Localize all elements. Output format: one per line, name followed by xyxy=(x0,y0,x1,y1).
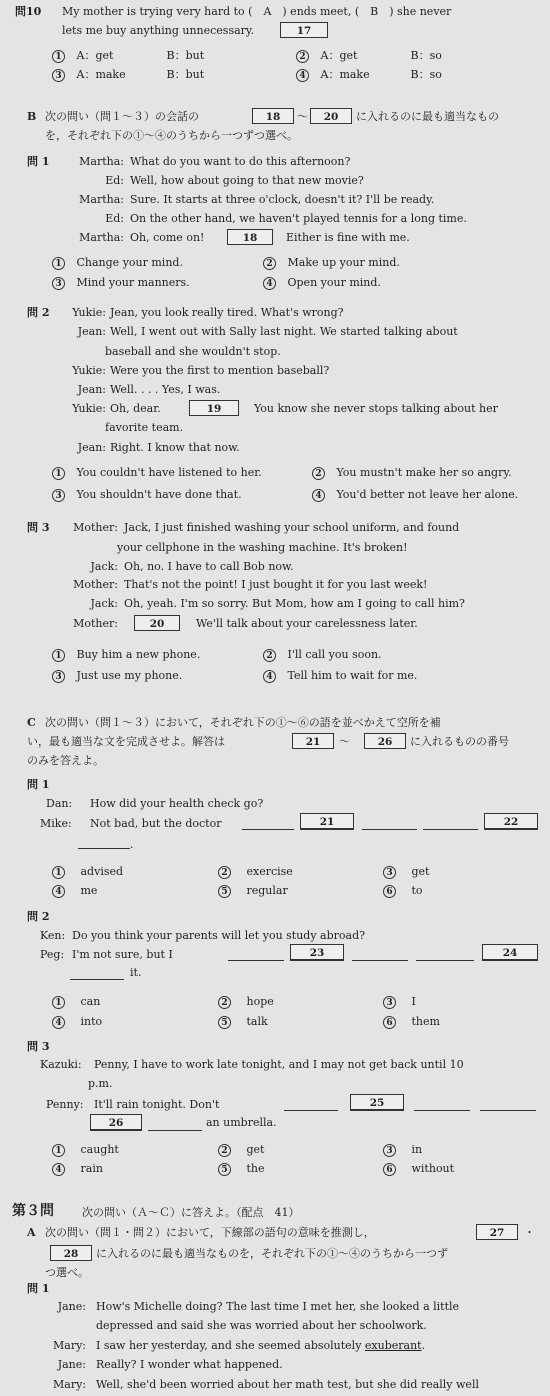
speaker: Yukie: xyxy=(72,306,106,319)
section-b-instruction-2: に入れるのに最も適当なもの xyxy=(356,110,499,123)
b1-option-1: 1 Change your mind. xyxy=(52,256,183,270)
dialogue-line: That's not the point! I just bought it for you last week! xyxy=(124,578,428,591)
dialogue-line: Do you think your parents will let you study abroad? xyxy=(72,929,366,942)
dialogue-line: Well, how about going to that new movie? xyxy=(130,174,364,187)
dialogue-line-continued: You know she never stops talking about her xyxy=(254,402,498,415)
section-c-tilde: ～ xyxy=(339,735,350,748)
speaker: Martha: xyxy=(79,155,124,168)
dialogue-line: Oh, no. I have to call Bob now. xyxy=(124,560,294,573)
c-question-2-label: 問 2 xyxy=(27,910,50,923)
dialogue-line: p.m. xyxy=(88,1077,113,1090)
speaker: Peg: xyxy=(40,948,65,961)
section-3a-label: A xyxy=(27,1226,36,1239)
dialogue-line: How did your health check go? xyxy=(90,797,264,810)
dialogue-line: Not bad, but the doctor xyxy=(90,817,222,830)
c2-option-3: 3 I xyxy=(383,995,416,1009)
speaker: Mike: xyxy=(40,817,72,830)
dialogue-line: Really? I wonder what happened. xyxy=(96,1358,283,1371)
b2-option-2: 2 You mustn't make her so angry. xyxy=(312,466,512,480)
section-b-instruction-1: 次の問い（問１～３）の会話の xyxy=(45,110,199,123)
answer-box-20[interactable]: 20 xyxy=(134,615,180,631)
speaker: Yukie: xyxy=(72,402,106,415)
b2-option-3: 3 You shouldn't have done that. xyxy=(52,488,242,502)
answer-box-18-header: 18 xyxy=(252,108,294,124)
c-question-1-label: 問 1 xyxy=(27,778,50,791)
dialogue-line: Jack, I just finished washing your school uniform, and found xyxy=(124,521,460,534)
c3-option-1: 1 caught xyxy=(52,1143,119,1157)
q10-option-3: 3 A：make B：but xyxy=(52,68,204,82)
blank-slot[interactable] xyxy=(480,1110,536,1111)
answer-box-21[interactable]: 21 xyxy=(300,813,354,829)
blank-slot[interactable] xyxy=(484,829,538,830)
c2-option-1: 1 can xyxy=(52,995,100,1009)
dialogue-line: Jean, you look really tired. What's wrong? xyxy=(110,306,344,319)
dialogue-line: Right. I know that now. xyxy=(110,441,240,454)
answer-box-18[interactable]: 18 xyxy=(227,229,273,245)
b1-option-2: 2 Make up your mind. xyxy=(263,256,400,270)
blank-slot[interactable] xyxy=(70,979,124,980)
blank-slot[interactable] xyxy=(423,829,478,830)
q10-option-1: 1 A：get B：but xyxy=(52,49,204,63)
dialogue-line: I'm not sure, but I xyxy=(72,948,173,961)
dialogue-line: Sure. It starts at three o'clock, doesn't it? I'll be ready. xyxy=(130,193,435,206)
speaker: Jane: xyxy=(57,1358,86,1371)
blank-slot[interactable] xyxy=(78,848,130,849)
section-3a-dot: ・ xyxy=(524,1226,535,1239)
blank-slot[interactable] xyxy=(362,829,417,830)
speaker: Ken: xyxy=(40,929,66,942)
c3-option-4: 4 rain xyxy=(52,1162,103,1176)
answer-box-26[interactable]: 26 xyxy=(90,1114,142,1130)
question-10-text-line2: lets me buy anything unnecessary. xyxy=(62,24,255,37)
blank-slot[interactable] xyxy=(300,829,354,830)
c2-option-6: 6 them xyxy=(383,1015,440,1029)
question-10-text-line1: My mother is trying very hard to ( A ) ends meet, ( B ) she never xyxy=(62,5,452,18)
dialogue-line-continued: Either is fine with me. xyxy=(286,231,410,244)
b2-option-1: 1 You couldn't have listened to her. xyxy=(52,466,262,480)
dialogue-line: depressed and said she was worried about her schoolwork. xyxy=(96,1319,427,1332)
answer-box-25[interactable]: 25 xyxy=(350,1094,404,1110)
blank-slot[interactable] xyxy=(350,1110,404,1111)
section-c-instruction-3: のみを答えよ。 xyxy=(27,754,104,767)
speaker: Mary: xyxy=(53,1339,86,1352)
b1-option-3: 3 Mind your manners. xyxy=(52,276,190,290)
speaker: Mary: xyxy=(53,1378,86,1391)
c3-option-5: 5 the xyxy=(218,1162,265,1176)
speaker: Dan: xyxy=(46,797,73,810)
section-b-instruction-3: を，それぞれ下の①～④のうちから一つずつ選べ。 xyxy=(45,129,298,142)
c2-option-5: 5 talk xyxy=(218,1015,268,1029)
c1-option-6: 6 to xyxy=(383,884,423,898)
answer-box-26-header: 26 xyxy=(364,733,406,749)
speaker: Mother: xyxy=(73,617,118,630)
blank-slot[interactable] xyxy=(148,1130,202,1131)
b3-option-1: 1 Buy him a new phone. xyxy=(52,648,200,662)
sentence-end: it. xyxy=(130,966,142,979)
speaker: Penny: xyxy=(46,1098,84,1111)
section-3-instruction: 次の問い（Ａ～Ｃ）に答えよ。（配点 41） xyxy=(82,1206,300,1219)
speaker: Jean: xyxy=(77,325,106,338)
section-c-instruction-2a: い，最も適当な文を完成させよ。解答は xyxy=(27,735,225,748)
dialogue-line: baseball and she wouldn't stop. xyxy=(105,345,281,358)
q10-option-4: 4 A：make B：so xyxy=(296,68,442,82)
speaker: Ed: xyxy=(105,174,124,187)
blank-slot[interactable] xyxy=(352,960,408,961)
answer-box-22[interactable]: 22 xyxy=(484,813,538,829)
blank-slot[interactable] xyxy=(416,960,474,961)
answer-box-19[interactable]: 19 xyxy=(189,400,239,416)
blank-slot[interactable] xyxy=(414,1110,470,1111)
speaker: Martha: xyxy=(79,231,124,244)
speaker: Jean: xyxy=(77,383,106,396)
blank-slot[interactable] xyxy=(90,1130,142,1131)
section-c-instruction-2b: に入れるものの番号 xyxy=(410,735,509,748)
b2-option-4: 4 You'd better not leave her alone. xyxy=(312,488,518,502)
speaker: Mother: xyxy=(73,521,118,534)
c-question-3-label: 問 3 xyxy=(27,1040,50,1053)
c1-option-3: 3 get xyxy=(383,865,429,879)
c3-option-3: 3 in xyxy=(383,1143,422,1157)
speaker: Jane: xyxy=(57,1300,86,1313)
section-3a-instruction-3: つ選べ。 xyxy=(45,1266,89,1279)
q10-option-2: 2 A：get B：so xyxy=(296,49,442,63)
dialogue-line: favorite team. xyxy=(105,421,184,434)
dialogue-line: Oh, dear. xyxy=(110,402,161,415)
section-3-heading: 第３問 xyxy=(12,1203,54,1219)
speaker: Jean: xyxy=(77,441,106,454)
speaker: Jack: xyxy=(90,597,118,610)
sentence-end: an umbrella. xyxy=(206,1116,277,1129)
section-3a-instruction-1: 次の問い（問１・問２）において，下線部の語句の意味を推測し， xyxy=(45,1226,375,1239)
dialogue-line: Penny, I have to work late tonight, and I may not get back until 10 xyxy=(94,1058,464,1071)
speaker: Kazuki: xyxy=(40,1058,82,1071)
speaker: Mother: xyxy=(73,578,118,591)
section-b-label: B xyxy=(27,110,37,123)
b1-option-4: 4 Open your mind. xyxy=(263,276,381,290)
blank-slot[interactable] xyxy=(290,960,344,961)
speaker: Ed: xyxy=(105,212,124,225)
b-question-3-label: 問 3 xyxy=(27,521,50,534)
answer-box-20-header: 20 xyxy=(310,108,352,124)
speaker: Jack: xyxy=(90,560,118,573)
c1-option-4: 4 me xyxy=(52,884,97,898)
c1-option-1: 1 advised xyxy=(52,865,123,879)
section-c-instruction-1: 次の問い（問１～３）において，それぞれ下の①～⑥の語を並べかえて空所を補 xyxy=(45,716,441,729)
blank-slot[interactable] xyxy=(284,1110,338,1111)
dialogue-line: Oh, yeah. I'm so sorry. But Mom, how am I going to call him? xyxy=(124,597,465,610)
speaker: Martha: xyxy=(79,193,124,206)
underlined-word: exuberant xyxy=(364,1339,422,1352)
dialogue-line: How's Michelle doing? The last time I met her, she looked a little xyxy=(96,1300,460,1313)
dialogue-line: your cellphone in the washing machine. It's broken! xyxy=(117,541,408,554)
b3-option-3: 3 Just use my phone. xyxy=(52,669,182,683)
c1-option-5: 5 regular xyxy=(218,884,288,898)
b-question-1-label: 問 1 xyxy=(27,155,50,168)
answer-box-17[interactable]: 17 xyxy=(280,22,328,38)
answer-box-24[interactable]: 24 xyxy=(482,944,538,960)
answer-box-28-header: 28 xyxy=(50,1245,92,1261)
blank-slot[interactable] xyxy=(482,960,538,961)
dialogue-line: Were you the first to mention baseball? xyxy=(110,364,330,377)
section-b-tilde: ～ xyxy=(297,110,308,123)
question-10-label: 問10 xyxy=(15,5,42,18)
dialogue-line: Well. . . . Yes, I was. xyxy=(110,383,221,396)
answer-box-23[interactable]: 23 xyxy=(290,944,344,960)
a-question-1-label: 問 1 xyxy=(27,1282,50,1295)
c1-option-2: 2 exercise xyxy=(218,865,293,879)
speaker: Yukie: xyxy=(72,364,106,377)
dialogue-line: I saw her yesterday, and she seemed absolutely exuberant. xyxy=(96,1339,426,1352)
dialogue-line: What do you want to do this afternoon? xyxy=(130,155,351,168)
c2-option-4: 4 into xyxy=(52,1015,102,1029)
c2-option-2: 2 hope xyxy=(218,995,274,1009)
dialogue-line: It'll rain tonight. Don't xyxy=(94,1098,220,1111)
section-c-label: C xyxy=(27,716,36,729)
dialogue-line-continued: We'll talk about your carelessness later. xyxy=(196,617,418,630)
c3-option-6: 6 without xyxy=(383,1162,454,1176)
b3-option-4: 4 Tell him to wait for me. xyxy=(263,669,417,683)
dialogue-line: On the other hand, we haven't played tennis for a long time. xyxy=(130,212,467,225)
section-3a-instruction-2: に入れるのに最も適当なものを，それぞれ下の①～④のうちから一つず xyxy=(96,1247,448,1260)
dialogue-line: Well, I went out with Sally last night. We started talking about xyxy=(110,325,458,338)
c3-option-2: 2 get xyxy=(218,1143,264,1157)
dialogue-line: Well, she'd been worried about her math test, but she did really well xyxy=(96,1378,479,1391)
answer-box-21-header: 21 xyxy=(292,733,334,749)
b-question-2-label: 問 2 xyxy=(27,306,50,319)
dialogue-line: Oh, come on! xyxy=(130,231,205,244)
blank-slot[interactable] xyxy=(242,829,294,830)
sentence-period: . xyxy=(130,838,134,851)
b3-option-2: 2 I'll call you soon. xyxy=(263,648,382,662)
blank-slot[interactable] xyxy=(228,960,284,961)
answer-box-27-header: 27 xyxy=(476,1224,518,1240)
